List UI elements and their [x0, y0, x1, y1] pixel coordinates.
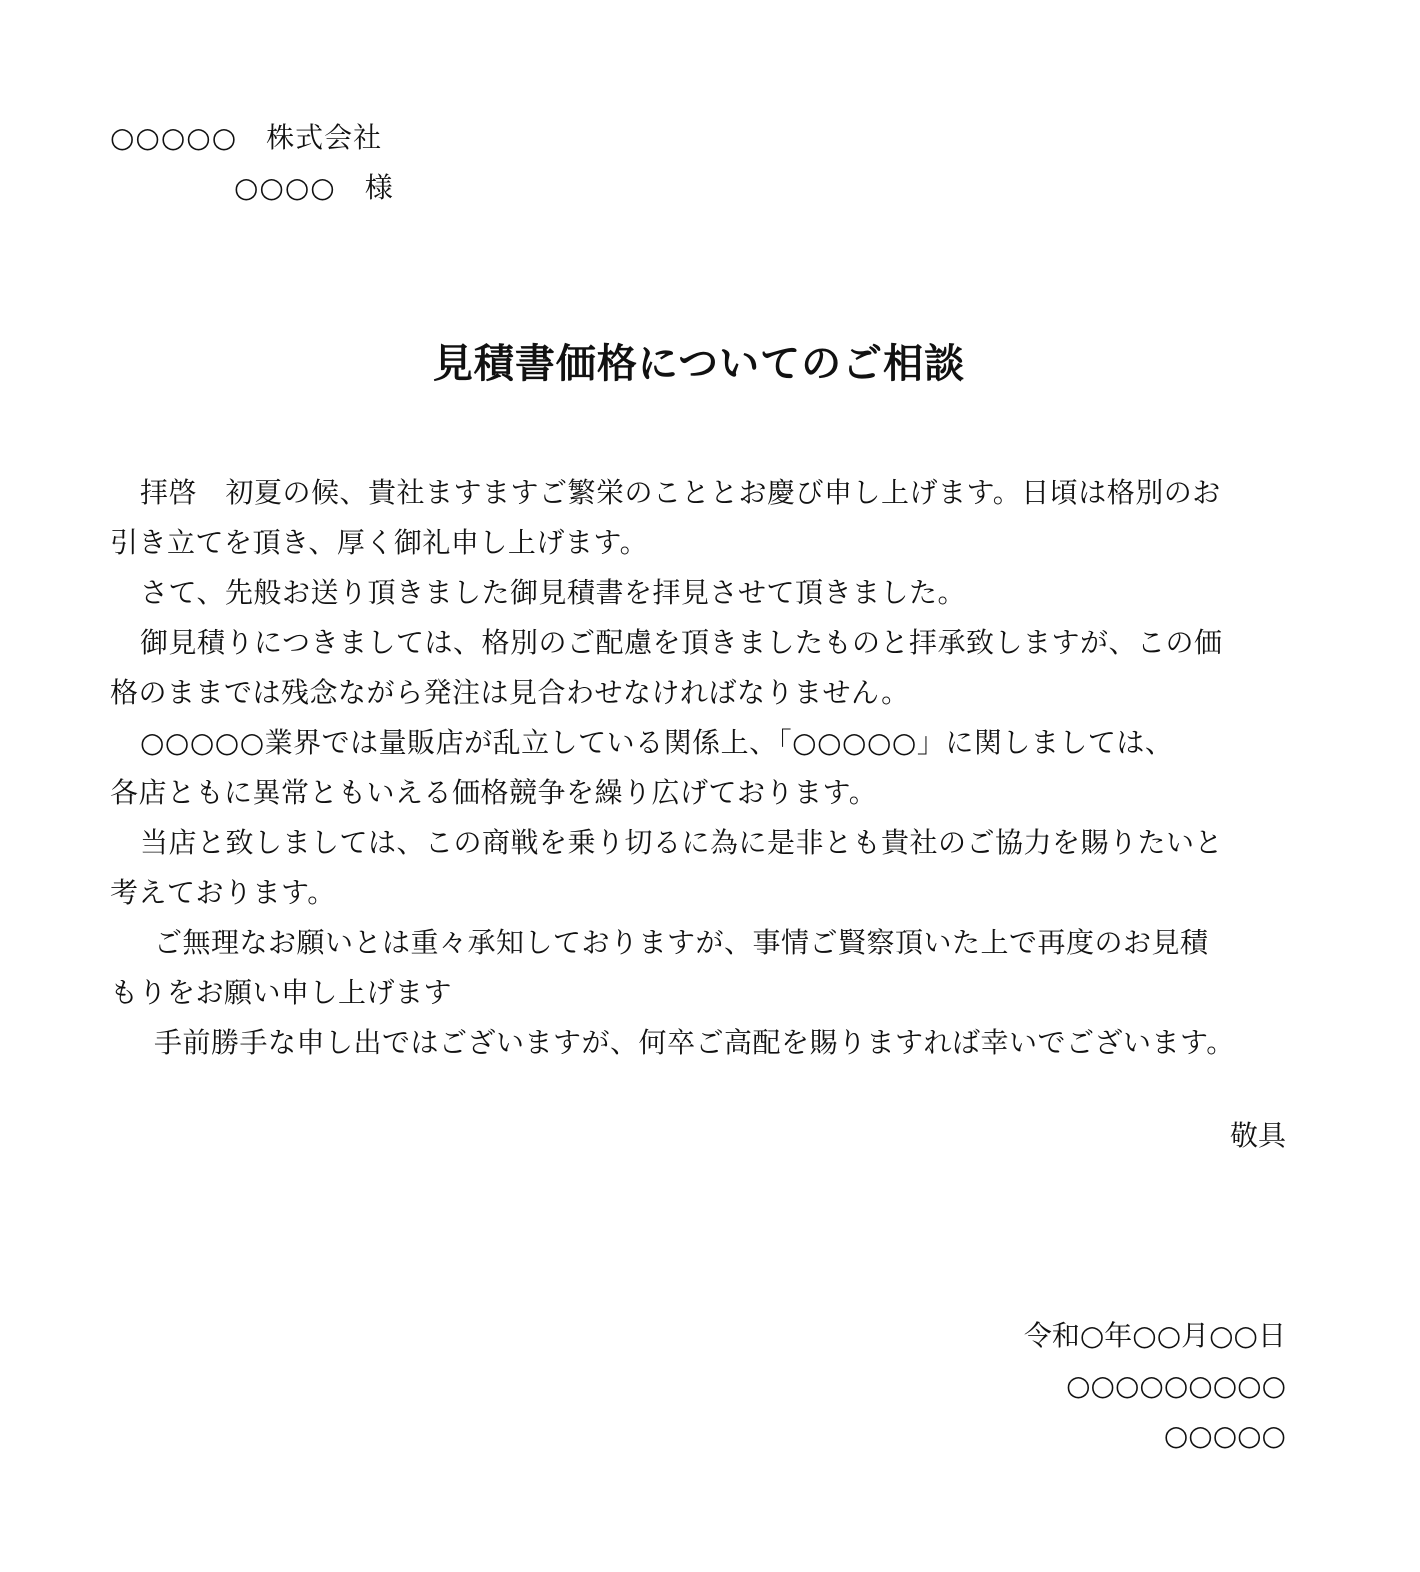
body-paragraph-5-line-2: 考えております。 — [110, 876, 336, 909]
closing-word: 敬具 — [1229, 1119, 1286, 1152]
body-paragraph-3-line-2: 格のままでは残念ながら発注は見合わせなければなりません。 — [110, 676, 910, 709]
signature-name: ○○○○○ — [1163, 1419, 1286, 1452]
body-paragraph-6-line-1: ご無理なお願いとは重々承知しておりますが、事情ご賢察頂いた上で再度のお見積 — [154, 926, 1209, 959]
body-paragraph-5-line-1: 当店と致しましては、この商戦を乗り切るに為に是非とも貴社のご協力を賜りたいと — [140, 826, 1224, 859]
recipient-company: ○○○○○ 株式会社 — [110, 121, 383, 154]
body-paragraph-2-line-1: さて、先般お送り頂きました御見積書を拝見させて頂きました。 — [140, 576, 966, 609]
signature-date: 令和○年○○月○○日 — [1023, 1319, 1286, 1352]
letter-body — [110, 468, 1290, 1068]
body-paragraph-1-line-2: 引き立てを頂き、厚く御礼申し上げます。 — [110, 526, 649, 559]
recipient-person: ○○○○ 様 — [234, 171, 394, 204]
body-paragraph-3-line-1: 御見積りにつきましては、格別のご配慮を頂きましたものと拝承致しますが、この価 — [140, 626, 1223, 659]
signature-company: ○○○○○○○○○ — [1066, 1369, 1286, 1402]
body-paragraph-4-line-2: 各店ともに異常ともいえる価格競争を繰り広げております。 — [110, 776, 878, 809]
body-paragraph-4-line-1: ○○○○○業界では量販店が乱立している関係上、「○○○○○」に関しましては、 — [140, 726, 1174, 759]
body-paragraph-6-line-2: もりをお願い申し上げます — [110, 976, 453, 1009]
letter-title: 見積書価格についてのご相談 — [432, 340, 966, 387]
body-paragraph-7-line-1: 手前勝手な申し出ではございますが、何卒ご高配を賜りますれば幸いでございます。 — [154, 1026, 1235, 1059]
body-paragraph-1-line-1: 拝啓 初夏の候、貴社ますますご繁栄のこととお慶び申し上げます。日頃は格別のお — [140, 476, 1221, 509]
